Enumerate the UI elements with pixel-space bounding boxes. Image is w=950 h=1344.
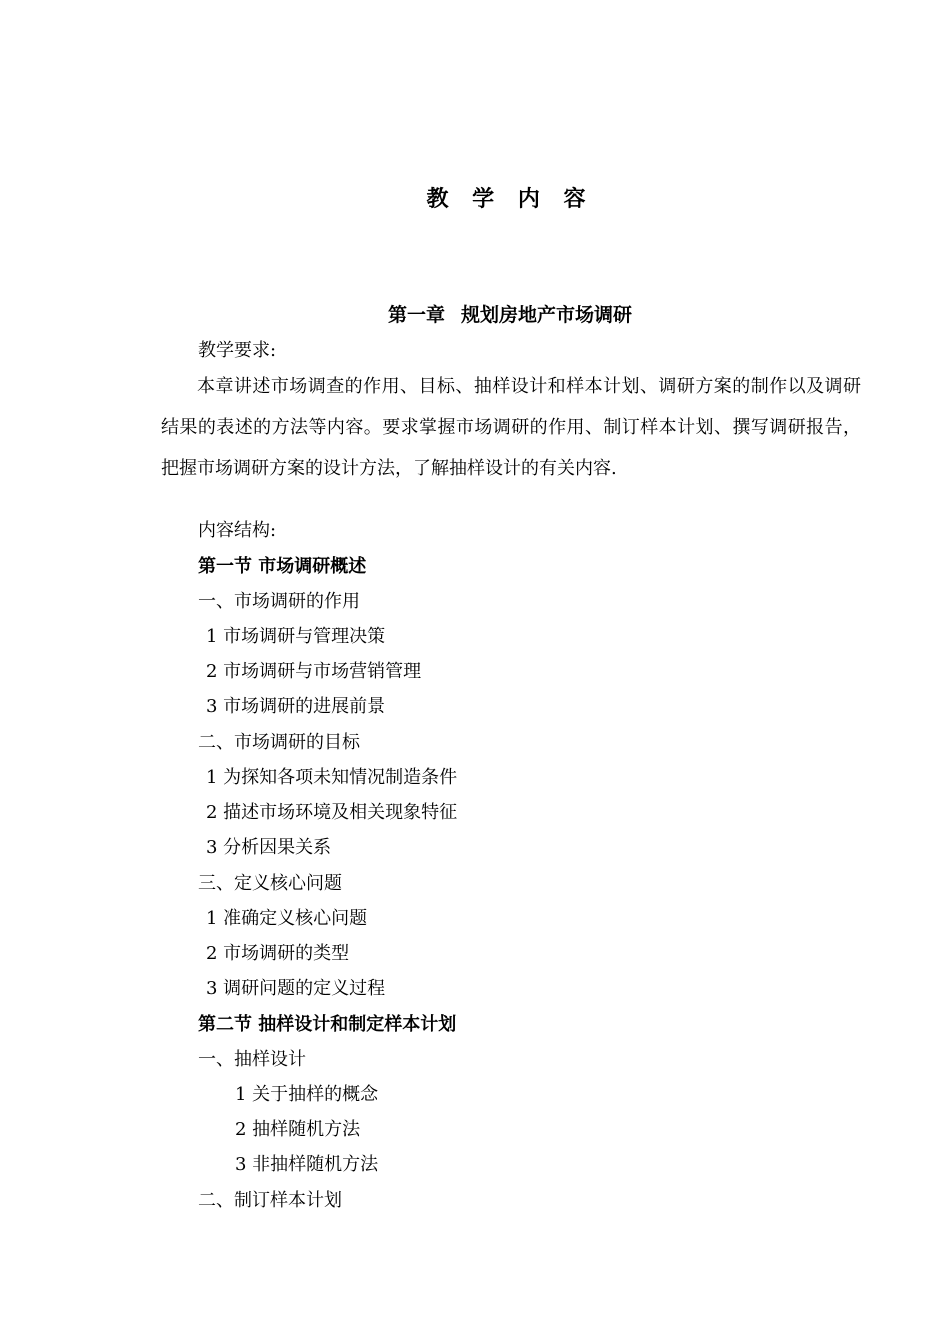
requirements-label: 教学要求: [198,340,277,361]
list-item: 1 准确定义核心问题 [206,908,368,929]
section-title: 第二节 抽样设计和制定样本计划 [198,1014,457,1035]
list-item: 2 描述市场环境及相关现象特征 [206,802,458,823]
part-title: 一、抽样设计 [198,1049,306,1070]
document-title: 教 学 内 容 [426,186,594,212]
part-title: 一、市场调研的作用 [198,591,360,612]
list-item: 2 抽样随机方法 [235,1119,361,1140]
list-item: 1 关于抽样的概念 [235,1084,379,1105]
list-item: 3 非抽样随机方法 [235,1154,379,1175]
list-item: 1 为探知各项未知情况制造条件 [206,767,458,788]
chapter-name: 规划房地产市场调研 [461,304,633,326]
list-item: 2 市场调研与市场营销管理 [206,661,422,682]
section-title: 第一节 市场调研概述 [198,556,367,577]
part-title: 二、制订样本计划 [198,1190,342,1211]
list-item: 3 分析因果关系 [206,837,332,858]
part-title: 三、定义核心问题 [198,873,342,894]
requirements-paragraph: 本章讲述市场调查的作用、目标、抽样设计和样本计划、调研方案的制作以及调研结果的表述的方法等内容。要求掌握市场调研的作用、制订样本计划、撰写调研报告，把握市场调研方案的设计方法，了解抽样设计的有关内容. [161,376,861,479]
list-item: 3 市场调研的进展前景 [206,696,386,717]
chapter-number: 第一章 [387,304,445,326]
list-item: 3 调研问题的定义过程 [206,978,386,999]
chapter-title [0,300,950,327]
list-item: 2 市场调研的类型 [206,943,350,964]
part-title: 二、市场调研的目标 [198,732,360,753]
structure-label: 内容结构: [198,520,277,541]
list-item: 1 市场调研与管理决策 [206,626,386,647]
